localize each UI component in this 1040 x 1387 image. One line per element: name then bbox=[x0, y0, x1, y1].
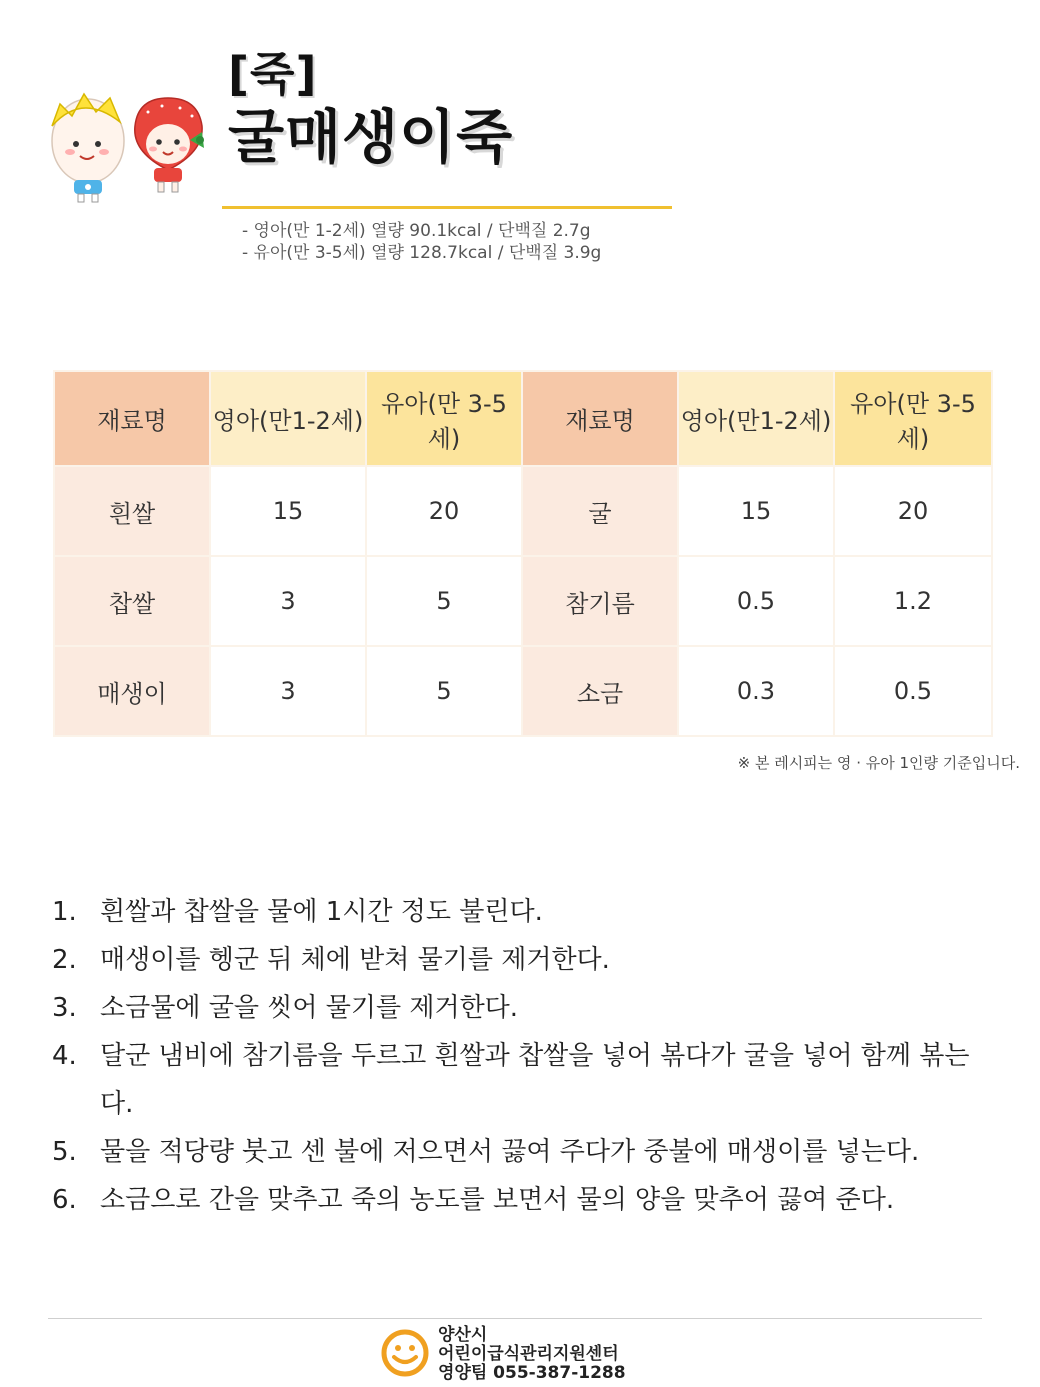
nutrition-info bbox=[242, 220, 601, 264]
header-toddler-amount: 유아(만 3-5세) bbox=[366, 371, 522, 466]
header-toddler-amount: 유아(만 3-5세) bbox=[834, 371, 992, 466]
infant-amount: 3 bbox=[210, 556, 366, 646]
toddler-amount: 20 bbox=[366, 466, 522, 556]
step-text: 소금물에 굴을 씻어 물기를 제거한다. bbox=[100, 993, 519, 1023]
recipe-category: [죽] bbox=[228, 47, 318, 101]
ingredient-name: 매생이 bbox=[54, 646, 210, 736]
toddler-amount: 5 bbox=[366, 646, 522, 736]
serving-note: ※ 본 레시피는 영 · 유아 1인량 기준입니다. bbox=[737, 754, 1020, 772]
ingredient-name: 굴 bbox=[522, 466, 678, 556]
step-text: 매생이를 헹군 뒤 체에 받쳐 물기를 제거한다. bbox=[100, 945, 610, 975]
infant-amount: 15 bbox=[210, 466, 366, 556]
step-number: 4. bbox=[52, 1041, 77, 1071]
toddler-amount: 0.5 bbox=[834, 646, 992, 736]
step-text: 소금으로 간을 맞추고 죽의 농도를 보면서 물의 양을 맞추어 끓여 준다. bbox=[100, 1185, 895, 1215]
infant-amount: 3 bbox=[210, 646, 366, 736]
table-header-row bbox=[54, 371, 992, 466]
step-text: 흰쌀과 찹쌀을 물에 1시간 정도 불린다. bbox=[100, 897, 543, 927]
step-number: 5. bbox=[52, 1137, 77, 1167]
footer-team-phone: 영양팀 055-387-1288 bbox=[438, 1363, 626, 1383]
header-infant-amount: 영아(만1-2세) bbox=[210, 371, 366, 466]
egg-mascot-icon bbox=[52, 94, 124, 202]
nutrition-toddler: - 유아(만 3-5세) 열량 128.7kcal / 단백질 3.9g bbox=[242, 243, 602, 263]
toddler-amount: 1.2 bbox=[834, 556, 992, 646]
step-number: 3. bbox=[52, 993, 77, 1023]
step-text: 달군 냄비에 참기름을 두르고 흰쌀과 찹쌀을 넣어 볶다가 굴을 넣어 함께 볶는다. bbox=[100, 1041, 970, 1119]
table-row bbox=[54, 466, 992, 556]
ingredient-table bbox=[53, 370, 993, 737]
footer-city: 양산시 bbox=[438, 1325, 488, 1345]
header-infant-amount: 영아(만1-2세) bbox=[678, 371, 834, 466]
toddler-amount: 20 bbox=[834, 466, 992, 556]
title-block bbox=[228, 46, 513, 172]
mascot-illustration bbox=[40, 86, 215, 206]
list-item bbox=[52, 936, 992, 984]
ingredient-name: 흰쌀 bbox=[54, 466, 210, 556]
ingredient-name: 소금 bbox=[522, 646, 678, 736]
nutrition-infant: - 영아(만 1-2세) 열량 90.1kcal / 단백질 2.7g bbox=[242, 221, 591, 241]
strawberry-mascot-icon bbox=[135, 98, 204, 192]
table-row bbox=[54, 646, 992, 736]
list-item bbox=[52, 1176, 992, 1224]
ingredient-name: 참기름 bbox=[522, 556, 678, 646]
infant-amount: 0.3 bbox=[678, 646, 834, 736]
footer-center-name: 어린이급식관리지원센터 bbox=[438, 1344, 619, 1364]
ingredient-name: 찹쌀 bbox=[54, 556, 210, 646]
list-item bbox=[52, 984, 992, 1032]
header-ingredient-name: 재료명 bbox=[522, 371, 678, 466]
smile-logo-icon bbox=[380, 1328, 430, 1378]
toddler-amount: 5 bbox=[366, 556, 522, 646]
step-number: 6. bbox=[52, 1185, 77, 1215]
infant-amount: 0.5 bbox=[678, 556, 834, 646]
footer bbox=[380, 1326, 700, 1384]
list-item bbox=[52, 1032, 992, 1128]
header-ingredient-name: 재료명 bbox=[54, 371, 210, 466]
footer-divider bbox=[48, 1318, 982, 1319]
recipe-title: 굴매생이죽 bbox=[228, 103, 514, 171]
step-number: 2. bbox=[52, 945, 77, 975]
title-underline bbox=[222, 206, 672, 209]
step-number: 1. bbox=[52, 897, 77, 927]
recipe-steps bbox=[52, 888, 992, 1224]
footer-text bbox=[438, 1326, 626, 1383]
list-item bbox=[52, 1128, 992, 1176]
table-row bbox=[54, 556, 992, 646]
list-item bbox=[52, 888, 992, 936]
infant-amount: 15 bbox=[678, 466, 834, 556]
step-text: 물을 적당량 붓고 센 불에 저으면서 끓여 주다가 중불에 매생이를 넣는다. bbox=[100, 1137, 920, 1167]
